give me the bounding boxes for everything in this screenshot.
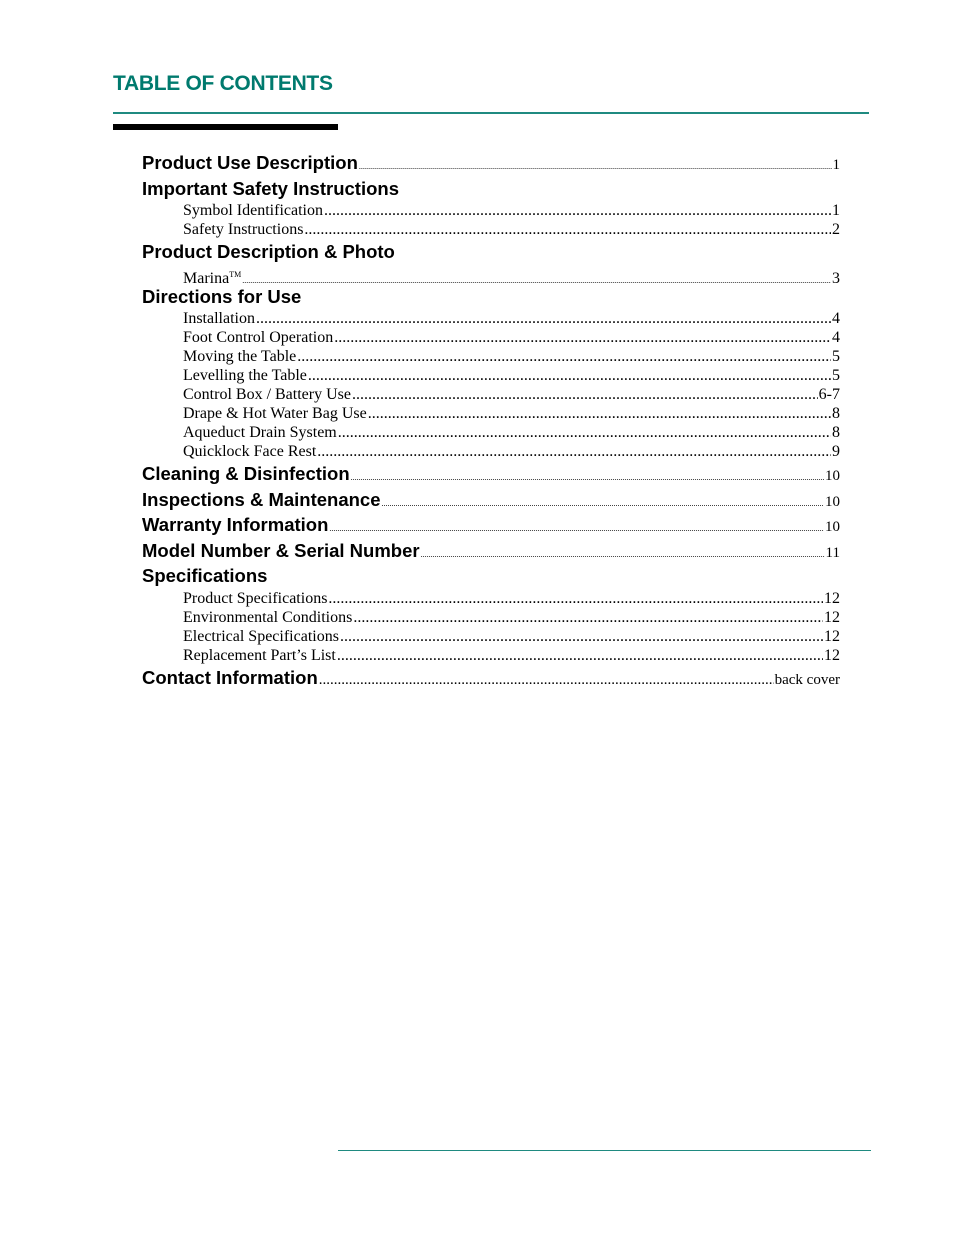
dot-leader xyxy=(324,201,831,220)
toc-entry-label xyxy=(183,404,367,423)
dot-leader xyxy=(421,542,825,568)
toc-page-number: 4 xyxy=(832,310,840,327)
toc-entry-label-text: Installation xyxy=(183,310,255,327)
toc-page-number: 12 xyxy=(824,627,840,645)
toc-entry-label xyxy=(183,589,327,608)
toc-entry-label-text: Foot Control Operation xyxy=(183,329,334,346)
toc-page-number: 12 xyxy=(824,646,840,664)
toc-subentry[interactable] xyxy=(142,589,840,608)
toc-entry-label-text: Directions for Use xyxy=(142,285,302,307)
toc-entry-label-text: Environmental Conditions xyxy=(183,608,353,626)
toc-heading[interactable] xyxy=(142,665,840,691)
footer-rule xyxy=(338,1150,871,1151)
toc-entry-label xyxy=(142,538,420,564)
toc-page-number: 5 xyxy=(832,348,840,365)
toc-subentry[interactable] xyxy=(142,201,840,220)
toc-subentry[interactable] xyxy=(142,442,840,461)
toc-heading[interactable] xyxy=(142,538,840,564)
page-title: TABLE OF CONTENTS xyxy=(113,72,333,95)
toc-page-number: back cover xyxy=(774,671,840,688)
dot-leader xyxy=(308,366,831,385)
toc-entry-label-text: Cleaning & Disinfection xyxy=(142,463,350,484)
toc-entry-label xyxy=(183,328,333,347)
table-of-contents xyxy=(142,150,840,690)
dot-leader xyxy=(334,328,831,347)
toc-subentry[interactable] xyxy=(142,385,840,404)
toc-entry-label xyxy=(142,487,381,513)
toc-page-number: 10 xyxy=(825,519,840,535)
toc-subentry[interactable] xyxy=(142,347,840,366)
toc-entry-label xyxy=(183,366,307,385)
toc-page-number: 10 xyxy=(825,468,840,484)
toc-entry-label-text: Moving the Table xyxy=(183,348,297,365)
toc-entry-label-text: Warranty Information xyxy=(142,514,329,535)
toc-entry-label xyxy=(142,239,395,265)
toc-subentry[interactable] xyxy=(142,220,840,239)
toc-entry-label-text: Quicklock Face Rest xyxy=(183,443,317,460)
toc-entry-label xyxy=(183,627,339,646)
toc-page-number: 10 xyxy=(825,493,840,510)
toc-subentry[interactable] xyxy=(142,423,840,442)
toc-entry-label-text: Aqueduct Drain System xyxy=(183,424,337,441)
dot-leader xyxy=(382,491,825,517)
toc-page-number: 1 xyxy=(832,202,840,219)
toc-entry-label xyxy=(183,201,323,220)
dot-leader xyxy=(353,608,823,627)
toc-entry-label-text: Product Specifications xyxy=(183,589,328,607)
dot-leader xyxy=(317,442,831,461)
toc-subentry[interactable] xyxy=(142,608,840,627)
dot-leader xyxy=(352,385,818,404)
toc-subentry[interactable] xyxy=(142,265,840,287)
toc-heading[interactable] xyxy=(142,487,840,513)
toc-entry-label xyxy=(183,646,336,665)
toc-page-number: 9 xyxy=(832,443,840,460)
toc-entry-label-text: Control Box / Battery Use xyxy=(183,386,351,403)
toc-entry-label xyxy=(183,347,296,366)
dot-leader xyxy=(256,309,831,328)
toc-entry-label xyxy=(183,220,303,239)
toc-entry-label xyxy=(183,423,337,442)
toc-heading[interactable] xyxy=(142,461,840,487)
toc-entry-label xyxy=(142,665,318,691)
toc-subentry[interactable] xyxy=(142,404,840,423)
toc-subentry[interactable] xyxy=(142,646,840,665)
toc-page-number: 8 xyxy=(832,405,840,422)
toc-entry-label xyxy=(183,608,352,627)
toc-page-number: 12 xyxy=(824,589,840,607)
toc-entry-label xyxy=(142,563,267,589)
dot-leader xyxy=(368,404,831,423)
header-rule xyxy=(113,112,869,114)
toc-entry-label-text: Electrical Specifications xyxy=(183,627,339,645)
toc-entry-label-text: Replacement Part’s List xyxy=(183,646,336,664)
toc-page-number: 1 xyxy=(832,157,840,173)
toc-page-number: 4 xyxy=(832,329,840,346)
toc-page-number: 8 xyxy=(832,424,840,441)
toc-entry-label-text: Product Use Description xyxy=(142,152,358,173)
toc-page-number: 2 xyxy=(832,221,840,238)
header-bar xyxy=(113,124,338,130)
toc-entry-label-text: Marina xyxy=(183,269,230,287)
toc-subentry[interactable] xyxy=(142,328,840,347)
toc-entry-label xyxy=(142,150,358,176)
toc-entry-label xyxy=(142,176,399,202)
toc-page-number: 5 xyxy=(832,367,840,384)
toc-heading[interactable] xyxy=(142,150,840,176)
toc-heading[interactable] xyxy=(142,512,840,538)
toc-heading[interactable] xyxy=(142,239,840,265)
toc-entry-label xyxy=(142,461,350,487)
toc-entry-label-text: Levelling the Table xyxy=(183,367,307,384)
toc-entry-label-text: Inspections & Maintenance xyxy=(142,488,381,510)
toc-entry-label xyxy=(183,442,316,461)
dot-leader xyxy=(340,627,823,646)
toc-entry-label-text: Product Description & Photo xyxy=(142,241,395,262)
dot-leader xyxy=(328,589,823,608)
dot-leader xyxy=(297,347,831,366)
dot-leader xyxy=(338,423,831,442)
dot-leader xyxy=(319,668,774,694)
toc-page-number: 12 xyxy=(824,608,840,626)
dot-leader xyxy=(351,465,824,491)
dot-leader xyxy=(304,220,831,239)
toc-page-number: 3 xyxy=(832,269,840,287)
toc-subentry[interactable] xyxy=(142,309,840,328)
toc-entry-label xyxy=(183,309,255,328)
toc-page-number: 6-7 xyxy=(818,386,840,403)
toc-entry-label-text: Important Safety Instructions xyxy=(142,177,399,199)
toc-entry-label-text: Symbol Identification xyxy=(183,202,323,219)
trademark-mark: TM xyxy=(229,269,242,279)
toc-entry-label-text: Model Number & Serial Number xyxy=(142,539,420,561)
toc-entry-label xyxy=(142,284,301,310)
toc-entry-label xyxy=(183,385,351,404)
toc-subentry[interactable] xyxy=(142,366,840,385)
toc-page-number: 11 xyxy=(825,544,840,561)
dot-leader xyxy=(337,646,823,665)
dot-leader xyxy=(242,271,831,290)
toc-entry-label-text: Specifications xyxy=(142,565,268,586)
toc-entry-label xyxy=(142,512,328,538)
toc-entry-label-text: Safety Instructions xyxy=(183,221,304,238)
toc-subentry[interactable] xyxy=(142,627,840,646)
toc-entry-label-text: Contact Information xyxy=(142,666,318,688)
toc-entry-label-text: Drape & Hot Water Bag Use xyxy=(183,405,367,422)
dot-leader xyxy=(359,154,832,180)
